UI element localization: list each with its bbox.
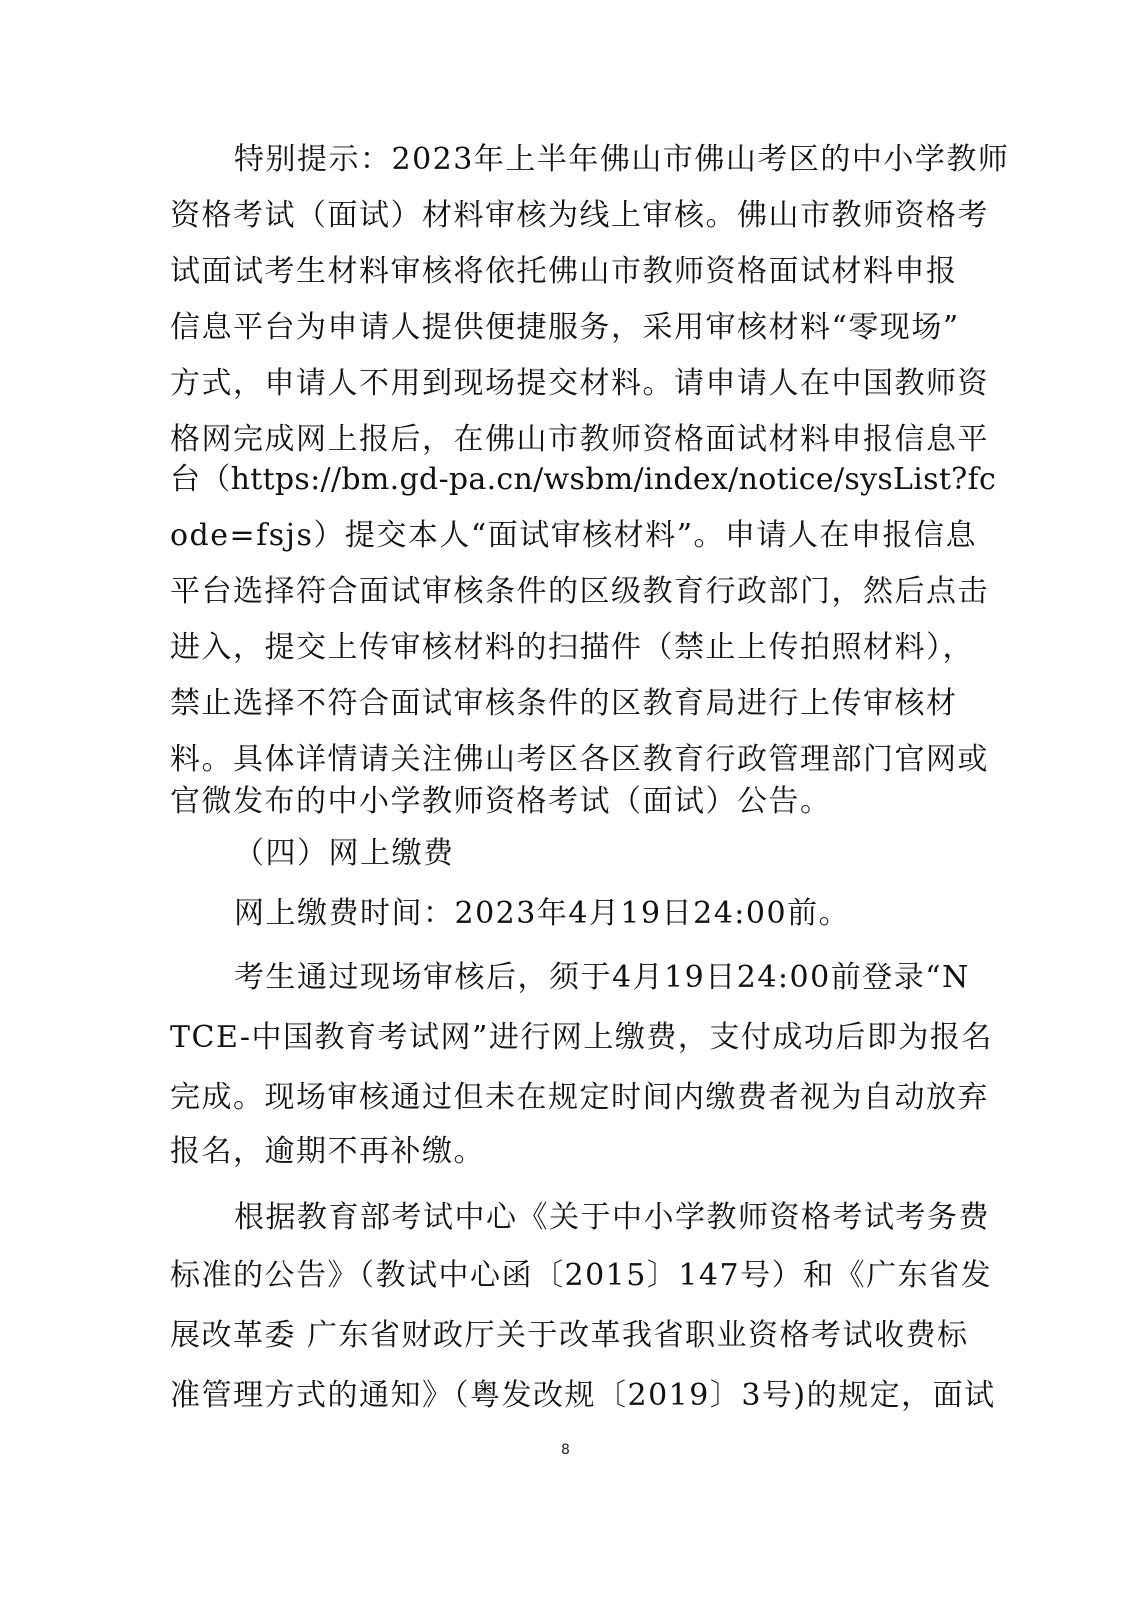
paragraph-line: 信息平台为申请人提供便捷服务，采用审核材料“零现场” [170,310,960,345]
paragraph-line: 方式，申请人不用到现场提交材料。请申请人在中国教师资 [170,366,989,401]
paragraph-line: 特别提示：2023年上半年佛山市佛山考区的中小学教师 [234,142,1010,177]
payment-deadline: 网上缴费时间：2023年4月19日24:00前。 [234,896,851,931]
paragraph-line: 料。具体详情请关注佛山考区各区教育行政管理部门官网或 [170,742,989,777]
paragraph-line: 完成。现场审核通过但未在规定时间内缴费者视为自动放弃 [170,1080,989,1115]
paragraph-line: 平台选择符合面试审核条件的区级教育行政部门，然后点击 [170,574,989,609]
section-heading: （四）网上缴费 [234,836,455,871]
paragraph-line: 报名，逾期不再补缴。 [170,1134,485,1169]
paragraph-line: 标准的公告》（教试中心函〔2015〕147号）和《广东省发 [170,1258,993,1293]
paragraph-line: TCE-中国教育考试网”进行网上缴费，支付成功后即为报名 [170,1020,993,1055]
page-number: 8 [561,1442,570,1458]
paragraph-line: 展改革委 广东省财政厅关于改革我省职业资格考试收费标 [170,1318,969,1353]
paragraph-line: 台（https://bm.gd-pa.cn/wsbm/index/notice/sysList?fc [170,462,997,497]
paragraph-line: 根据教育部考试中心《关于中小学教师资格考试考务费 [234,1200,990,1235]
paragraph-line: 禁止选择不符合面试审核条件的区教育局进行上传审核材 [170,686,958,721]
paragraph-line: 官微发布的中小学教师资格考试（面试）公告。 [170,784,832,819]
paragraph-line: 资格考试（面试）材料审核为线上审核。佛山市教师资格考 [170,198,989,233]
paragraph-line: 试面试考生材料审核将依托佛山市教师资格面试材料申报 [170,254,958,289]
paragraph-line: 考生通过现场审核后，须于4月19日24:00前登录“N [234,960,970,995]
paragraph-line: 准管理方式的通知》（粤发改规〔2019〕3号)的规定，面试 [170,1378,996,1413]
paragraph-line: 格网完成网上报后，在佛山市教师资格面试材料申报信息平 [170,422,989,457]
paragraph-line: ode=fsjs）提交本人“面试审核材料”。申请人在申报信息 [170,518,978,553]
paragraph-line: 进入，提交上传审核材料的扫描件（禁止上传拍照材料）， [170,630,974,665]
